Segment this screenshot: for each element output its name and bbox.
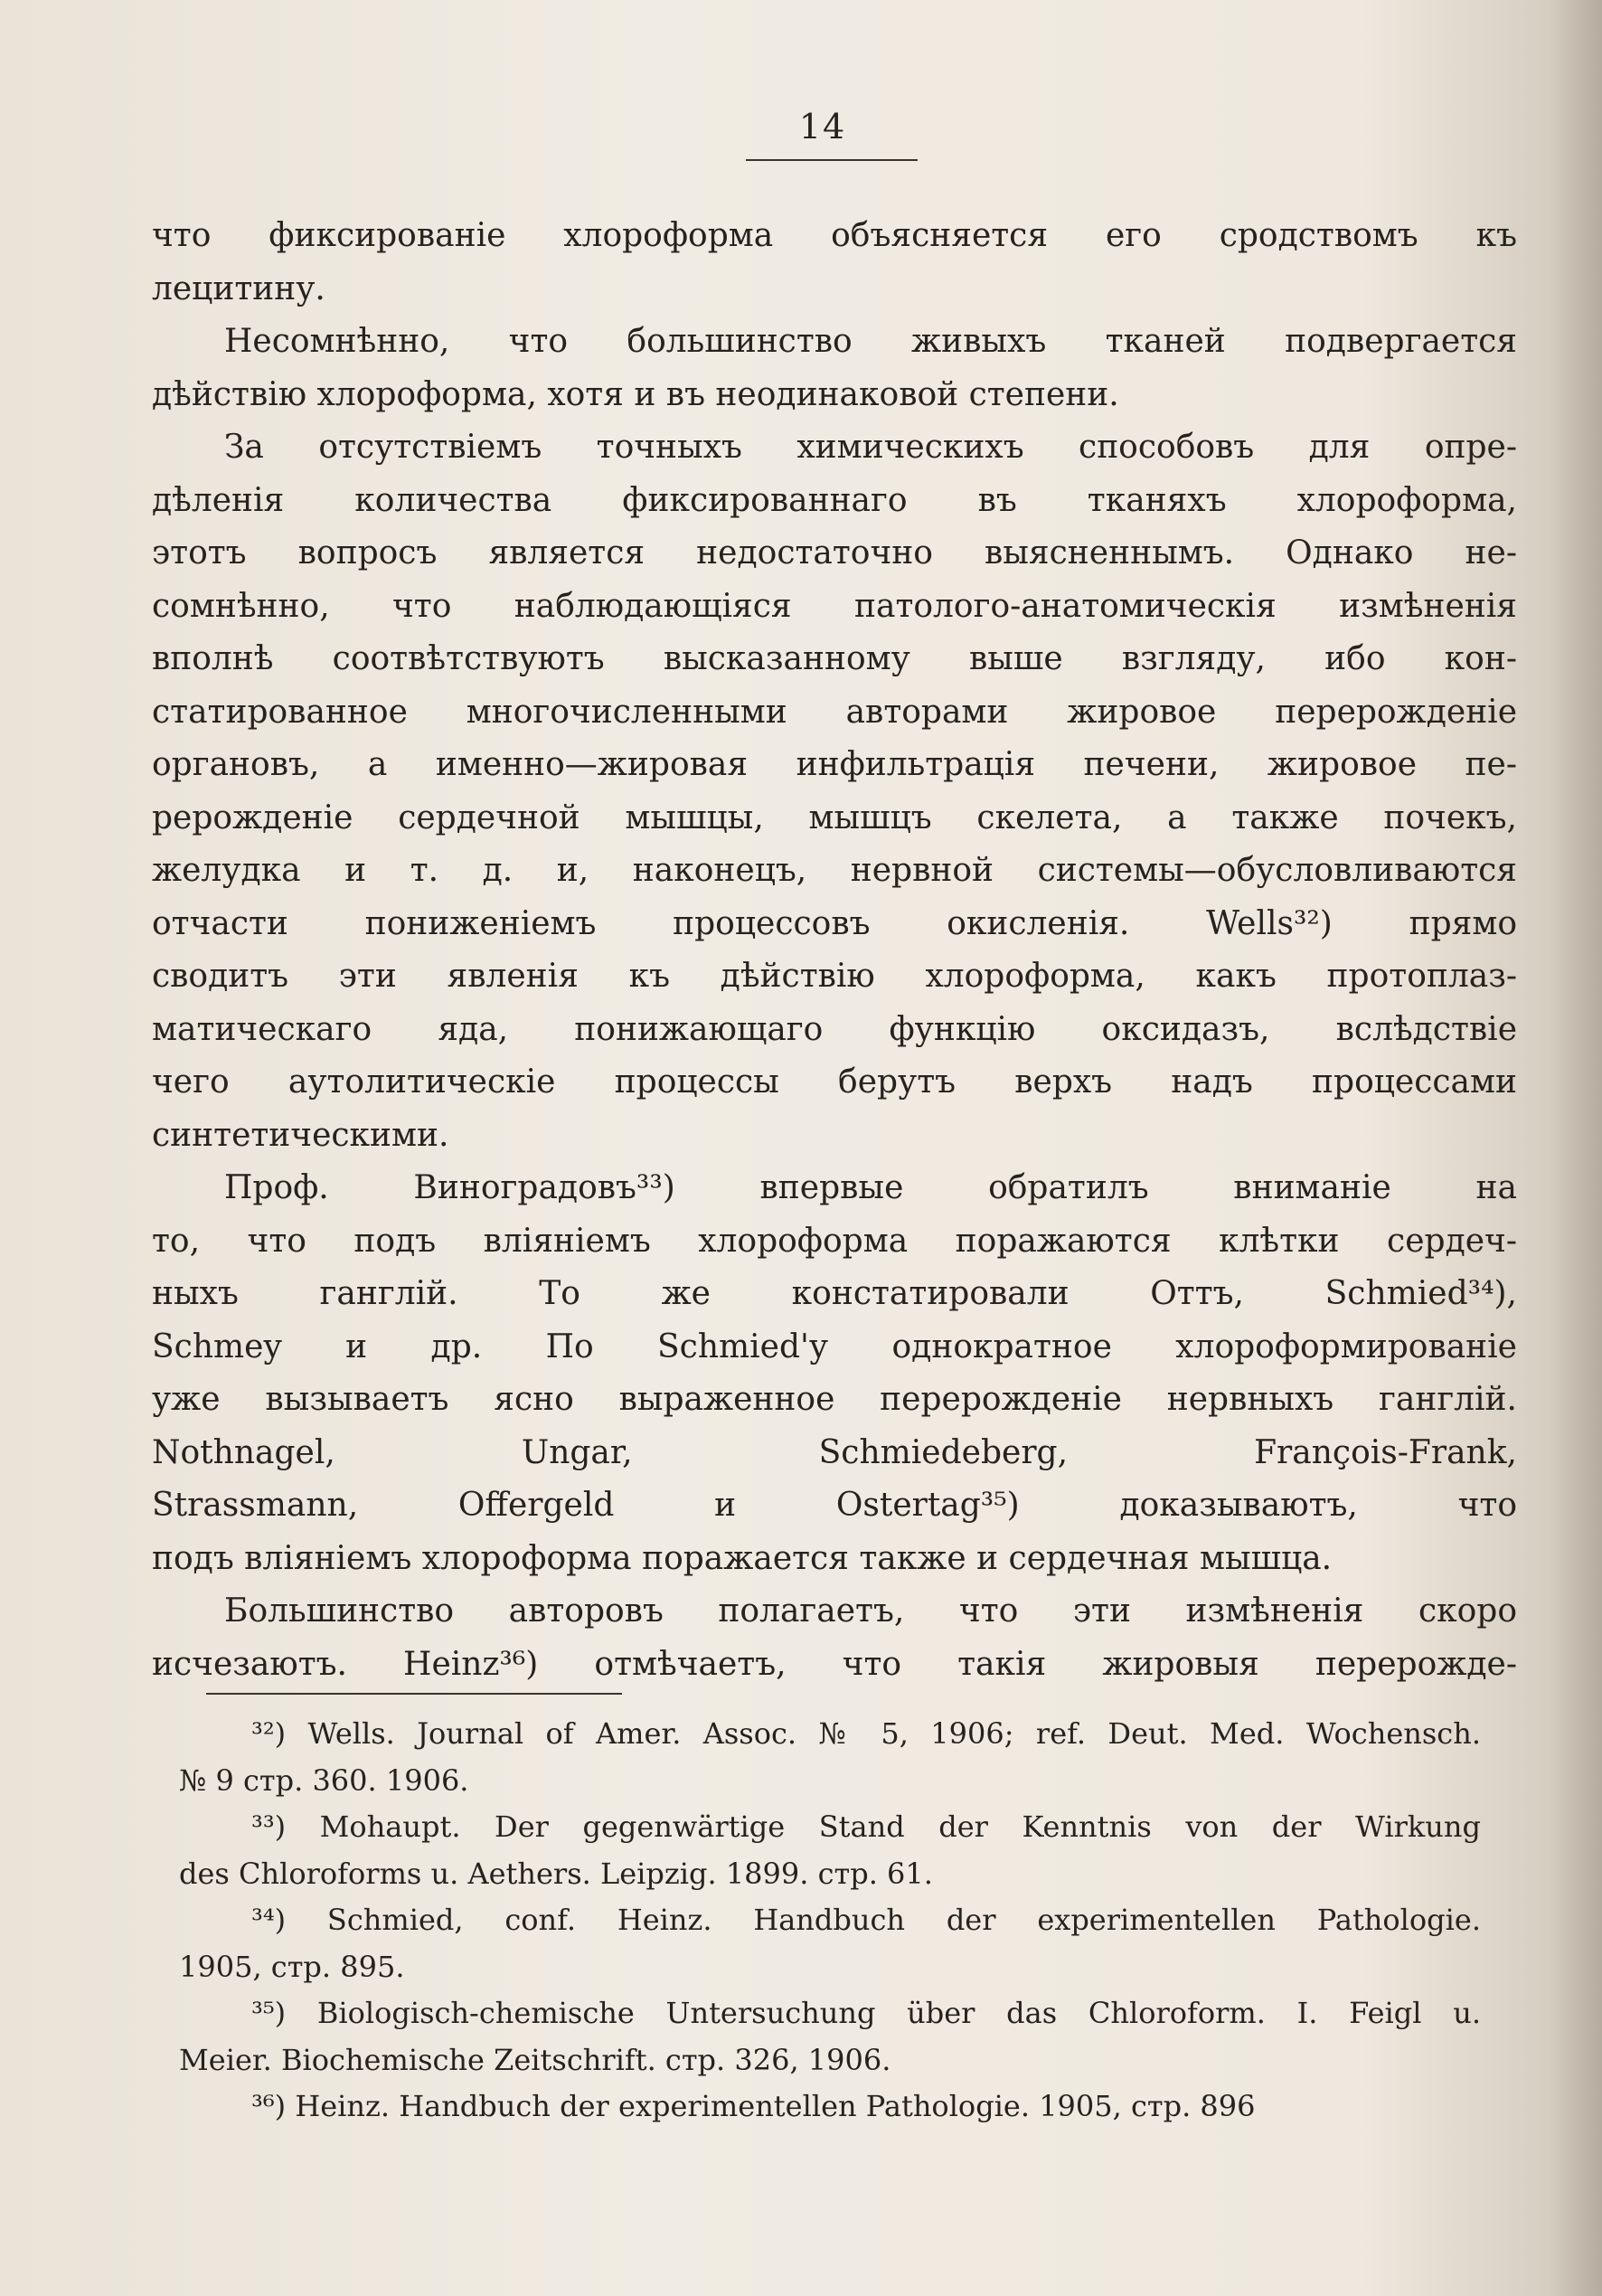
footnote-line: ³⁶) Heinz. Handbuch der experimentellen Pathologie. 1905, стр. 896: [251, 2089, 1256, 2123]
page-edge-shadow: [1548, 0, 1602, 2296]
body-line: подъ вліяніемъ хлороформа поражается также и сердечная мышца.: [152, 1539, 1333, 1577]
footnotes: [179, 1711, 1481, 2131]
body-line: За отсутствіемъ точныхъ химическихъ способовъ для опре-: [224, 429, 1517, 466]
body-line: желудка и т. д. и, наконецъ, нервной системы—обусловливаются: [152, 852, 1517, 889]
footnote-line: Meier. Biochemische Zeitschrift. стр. 326, 1906.: [179, 2042, 891, 2077]
body-line: Nothnagel, Ungar, Schmiedeberg, François-Frank,: [152, 1433, 1517, 1471]
body-line: чего аутолитическіе процессы берутъ верхъ надъ процессами: [152, 1063, 1517, 1101]
body-line: исчезаютъ. Heinz³⁶) отмѣчаетъ, что такія жировыя перерожде-: [152, 1645, 1517, 1683]
body-line: статированное многочисленными авторами жировое перерожденіе: [152, 693, 1517, 731]
body-line: отчасти пониженіемъ процессовъ окисленія. Wells³²) прямо: [152, 904, 1517, 942]
body-line: Проф. Виноградовъ³³) впервые обратилъ вниманіе на: [224, 1169, 1517, 1206]
body-line: сводитъ эти явленія къ дѣйствію хлороформа, какъ протоплаз-: [152, 958, 1517, 995]
body-line: Schmey и др. По Schmied'у однократное хлороформированіе: [152, 1328, 1517, 1365]
body-line: лецитину.: [152, 269, 325, 307]
body-line: дѣленія количества фиксированнаго въ тканяхъ хлороформа,: [152, 481, 1517, 519]
footnote-line: ³²) Wells. Journal of Amer. Assoc. № 5, 1906; ref. Deut. Med. Wochensch.: [251, 1716, 1481, 1751]
body-line: то, что подъ вліяніемъ хлороформа поражаются клѣтки сердеч-: [152, 1222, 1517, 1260]
body-line: ныхъ ганглій. То же констатировали Оттъ, Schmied³⁴),: [152, 1275, 1517, 1312]
body-line: вполнѣ соотвѣтствуютъ высказанному выше взгляду, ибо кон-: [152, 640, 1517, 677]
footnote-line: № 9 стр. 360. 1906.: [179, 1762, 469, 1798]
footnote-line: 1905, стр. 895.: [179, 1949, 405, 1984]
body-line: матическаго яда, понижающаго функцію оксидазъ, вслѣдствіе: [152, 1010, 1517, 1048]
footnote-line: ³⁴) Schmied, conf. Heinz. Handbuch der experimentellen Pathologie.: [251, 1903, 1481, 1937]
page-number: 14: [798, 107, 847, 146]
body-line: уже вызываетъ ясно выраженное перерожденіе нервныхъ ганглій.: [152, 1381, 1517, 1418]
body-line: этотъ вопросъ является недостаточно выясненнымъ. Однако не-: [152, 534, 1517, 572]
body-line: Большинство авторовъ полагаетъ, что эти измѣненія скоро: [224, 1592, 1517, 1630]
page-number-rule: [746, 159, 918, 161]
body-line: рерожденіе сердечной мышцы, мышцъ скелета, а также почекъ,: [152, 798, 1517, 836]
body-line: органовъ, а именно—жировая инфильтрація печени, жировое пе-: [152, 746, 1517, 783]
body-text: [152, 210, 1517, 1691]
body-line: дѣйствію хлороформа, хотя и въ неодинаковой степени.: [152, 375, 1119, 413]
body-line: синтетическими.: [152, 1116, 449, 1154]
body-line: Strassmann, Offergeld и Ostertag³⁵) доказываютъ, что: [152, 1487, 1517, 1524]
body-line: что фиксированіе хлороформа объясняется его сродствомъ къ: [152, 217, 1517, 254]
footnote-line: des Chloroforms u. Aethers. Leipzig. 1899. стр. 61.: [179, 1856, 933, 1891]
footnote-line: ³⁵) Biologisch-chemische Untersuchung über das Chloroform. I. Feigl u.: [251, 1996, 1481, 2030]
footnote-separator: [206, 1693, 622, 1695]
body-line: сомнѣнно, что наблюдающіяся патолого-анатомическія измѣненія: [152, 587, 1517, 625]
body-line: Несомнѣнно, что большинство живыхъ тканей подвергается: [224, 323, 1517, 360]
footnote-line: ³³) Mohaupt. Der gegenwärtige Stand der Kenntnis von der Wirkung: [251, 1809, 1481, 1844]
